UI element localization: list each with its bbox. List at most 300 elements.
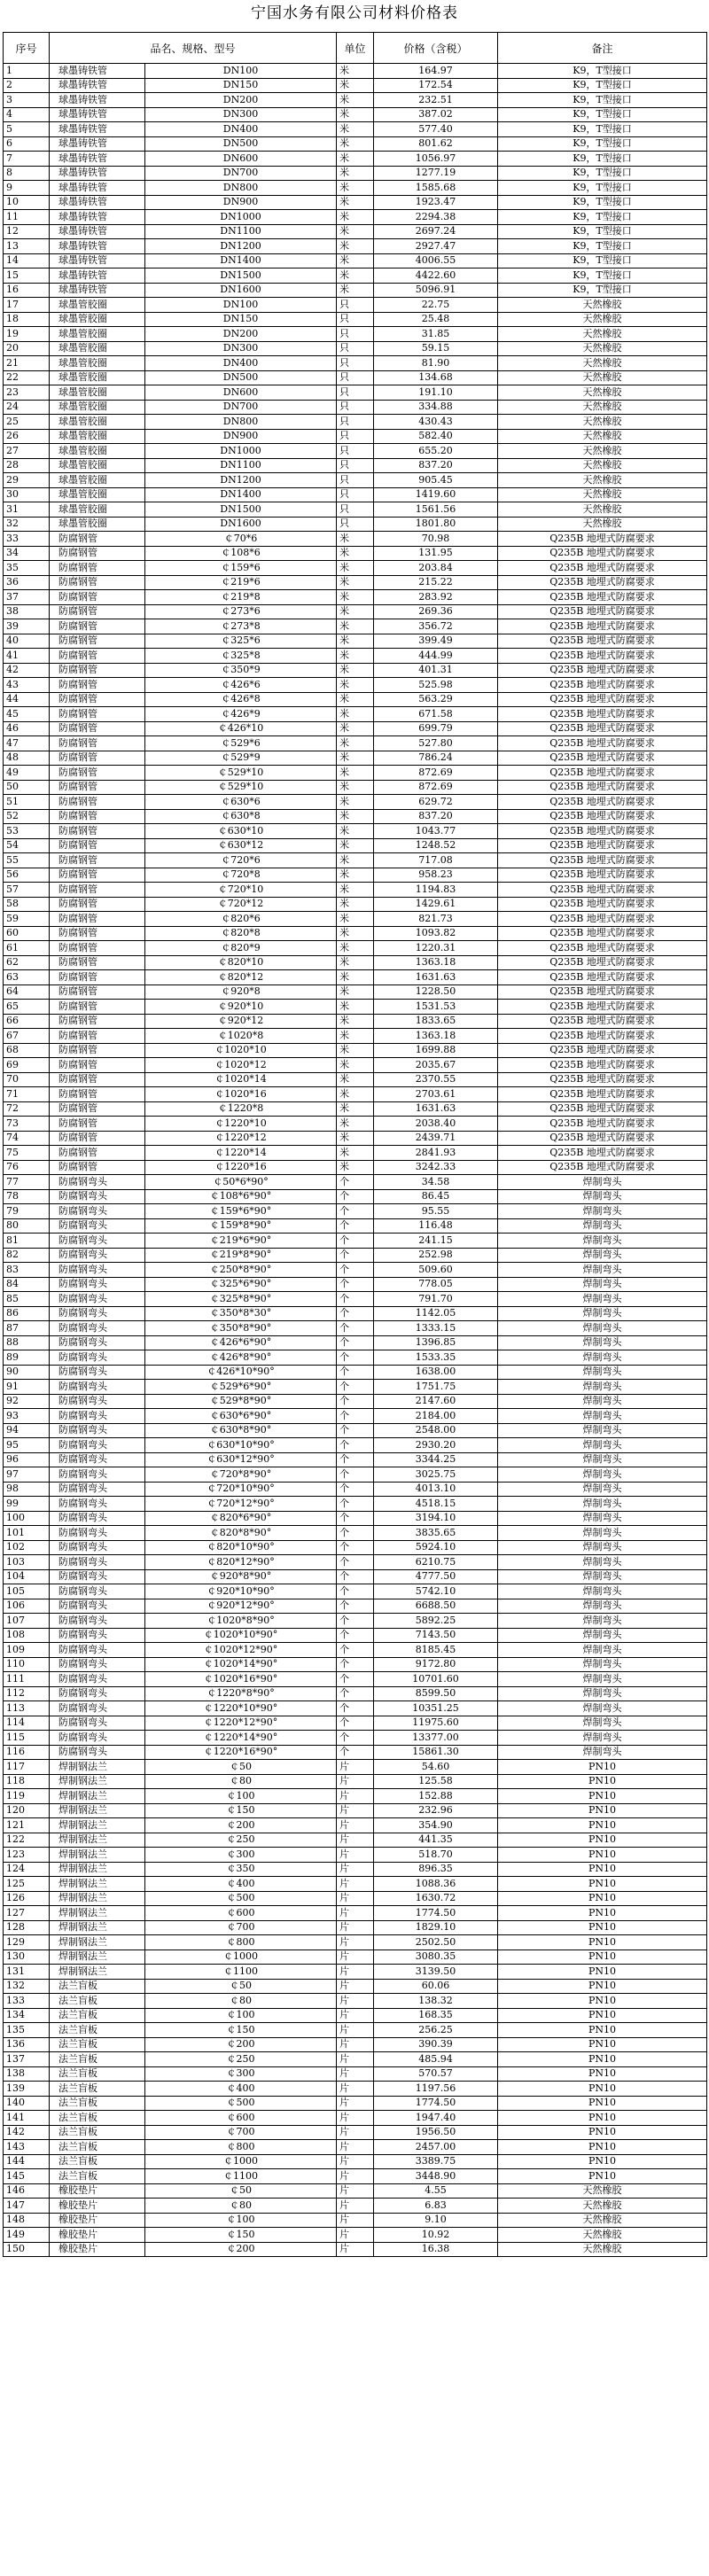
cell-spec: ￠150 xyxy=(145,2023,337,2038)
cell-name: 防腐钢弯头 xyxy=(50,1599,145,1614)
cell-spec: ￠1020*16 xyxy=(145,1087,337,1102)
cell-name: 球墨铸铁管 xyxy=(50,268,145,284)
cell-spec: ￠820*10*90° xyxy=(145,1540,337,1555)
cell-price: 2184.00 xyxy=(374,1409,498,1424)
cell-price: 4422.60 xyxy=(374,268,498,284)
cell-price: 232.51 xyxy=(374,93,498,108)
cell-name: 球墨管胶圈 xyxy=(50,312,145,327)
cell-unit: 米 xyxy=(337,692,374,707)
cell-price: 10.92 xyxy=(374,2228,498,2243)
cell-no: 38 xyxy=(4,604,50,619)
table-row xyxy=(4,1306,707,1321)
table-row xyxy=(4,1935,707,1950)
cell-spec: ￠630*6 xyxy=(145,795,337,810)
cell-name: 球墨铸铁管 xyxy=(50,107,145,122)
cell-spec: ￠1220*16*90° xyxy=(145,1745,337,1760)
cell-no: 125 xyxy=(4,1877,50,1892)
cell-unit: 米 xyxy=(337,181,374,196)
cell-unit: 片 xyxy=(337,1774,374,1789)
cell-unit: 个 xyxy=(337,1365,374,1380)
table-row xyxy=(4,941,707,956)
cell-note: K9，T型接口 xyxy=(498,107,707,122)
cell-note: Q235B 地埋式防腐要求 xyxy=(498,1117,707,1132)
cell-unit: 米 xyxy=(337,224,374,239)
cell-spec: DN1400 xyxy=(145,253,337,268)
cell-no: 2 xyxy=(4,78,50,93)
cell-name: 防腐钢弯头 xyxy=(50,1321,145,1336)
cell-unit: 个 xyxy=(337,1380,374,1395)
cell-name: 防腐钢管 xyxy=(50,692,145,707)
cell-price: 485.94 xyxy=(374,2052,498,2067)
cell-no: 101 xyxy=(4,1526,50,1541)
cell-no: 66 xyxy=(4,1014,50,1029)
cell-no: 85 xyxy=(4,1292,50,1307)
table-row xyxy=(4,2008,707,2023)
cell-no: 5 xyxy=(4,122,50,137)
cell-unit: 片 xyxy=(337,2154,374,2169)
cell-unit: 米 xyxy=(337,268,374,284)
cell-price: 1561.56 xyxy=(374,502,498,518)
cell-name: 防腐钢管 xyxy=(50,532,145,547)
cell-no: 143 xyxy=(4,2140,50,2155)
cell-name: 法兰盲板 xyxy=(50,2154,145,2169)
cell-price: 872.69 xyxy=(374,780,498,795)
table-row xyxy=(4,181,707,196)
cell-unit: 片 xyxy=(337,1965,374,1980)
cell-price: 1363.18 xyxy=(374,1029,498,1044)
cell-spec: ￠159*8*90° xyxy=(145,1218,337,1234)
cell-spec: ￠1100 xyxy=(145,2169,337,2184)
cell-spec: ￠50 xyxy=(145,1760,337,1775)
cell-name: 球墨管胶圈 xyxy=(50,385,145,401)
cell-no: 88 xyxy=(4,1335,50,1350)
cell-name: 防腐钢弯头 xyxy=(50,1569,145,1584)
cell-unit: 只 xyxy=(337,517,374,532)
cell-price: 1333.15 xyxy=(374,1321,498,1336)
cell-unit: 个 xyxy=(337,1234,374,1249)
table-row xyxy=(4,1248,707,1263)
cell-spec: ￠920*8 xyxy=(145,984,337,1000)
cell-spec: ￠219*8 xyxy=(145,590,337,605)
cell-price: 1093.82 xyxy=(374,926,498,941)
cell-unit: 米 xyxy=(337,546,374,561)
cell-name: 防腐钢管 xyxy=(50,1043,145,1058)
cell-unit: 片 xyxy=(337,2213,374,2228)
cell-no: 150 xyxy=(4,2242,50,2257)
cell-unit: 米 xyxy=(337,1131,374,1146)
cell-note: Q235B 地埋式防腐要求 xyxy=(498,912,707,927)
cell-unit: 米 xyxy=(337,853,374,868)
table-row xyxy=(4,1584,707,1599)
cell-price: 699.79 xyxy=(374,721,498,736)
cell-note: K9，T型接口 xyxy=(498,64,707,79)
cell-name: 焊制钢法兰 xyxy=(50,1935,145,1950)
cell-note: 天然橡胶 xyxy=(498,502,707,518)
cell-name: 焊制钢法兰 xyxy=(50,1833,145,1848)
cell-price: 2038.40 xyxy=(374,1117,498,1132)
cell-price: 3139.50 xyxy=(374,1965,498,1980)
cell-spec: ￠1000 xyxy=(145,2154,337,2169)
table-row xyxy=(4,721,707,736)
cell-unit: 米 xyxy=(337,152,374,167)
cell-name: 防腐钢管 xyxy=(50,634,145,649)
cell-name: 球墨铸铁管 xyxy=(50,152,145,167)
cell-unit: 片 xyxy=(337,2082,374,2097)
cell-price: 1363.18 xyxy=(374,955,498,970)
cell-name: 球墨管胶圈 xyxy=(50,429,145,444)
cell-unit: 片 xyxy=(337,2037,374,2052)
cell-no: 96 xyxy=(4,1452,50,1467)
cell-price: 441.35 xyxy=(374,1833,498,1848)
cell-unit: 个 xyxy=(337,1686,374,1701)
cell-price: 444.99 xyxy=(374,649,498,664)
cell-price: 232.96 xyxy=(374,1803,498,1818)
cell-spec: ￠150 xyxy=(145,1803,337,1818)
cell-note: Q235B 地埋式防腐要求 xyxy=(498,868,707,883)
cell-note: Q235B 地埋式防腐要求 xyxy=(498,1131,707,1146)
cell-unit: 米 xyxy=(337,93,374,108)
table-row xyxy=(4,2228,707,2243)
cell-note: 焊制弯头 xyxy=(498,1555,707,1570)
cell-unit: 个 xyxy=(337,1204,374,1219)
cell-note: 焊制弯头 xyxy=(498,1526,707,1541)
cell-spec: ￠1220*10 xyxy=(145,1117,337,1132)
cell-note: 焊制弯头 xyxy=(498,1452,707,1467)
cell-no: 25 xyxy=(4,415,50,430)
cell-price: 401.31 xyxy=(374,663,498,678)
table-row xyxy=(4,1672,707,1687)
cell-name: 防腐钢管 xyxy=(50,868,145,883)
cell-no: 100 xyxy=(4,1511,50,1526)
cell-unit: 个 xyxy=(337,1277,374,1292)
cell-name: 法兰盲板 xyxy=(50,2111,145,2126)
cell-unit: 个 xyxy=(337,1292,374,1307)
cell-name: 球墨铸铁管 xyxy=(50,210,145,225)
cell-spec: ￠426*10 xyxy=(145,721,337,736)
cell-note: PN10 xyxy=(498,2082,707,2097)
header-row xyxy=(4,33,707,64)
cell-note: 焊制弯头 xyxy=(498,1263,707,1278)
cell-unit: 片 xyxy=(337,1862,374,1877)
cell-spec: DN700 xyxy=(145,400,337,415)
cell-spec: ￠1100 xyxy=(145,1965,337,1980)
cell-name: 球墨铸铁管 xyxy=(50,239,145,254)
cell-note: Q235B 地埋式防腐要求 xyxy=(498,809,707,824)
cell-unit: 米 xyxy=(337,1146,374,1161)
cell-spec: ￠529*8*90° xyxy=(145,1394,337,1409)
cell-price: 3389.75 xyxy=(374,2154,498,2169)
cell-unit: 米 xyxy=(337,590,374,605)
cell-name: 焊制钢法兰 xyxy=(50,1803,145,1818)
table-row xyxy=(4,736,707,751)
cell-no: 136 xyxy=(4,2037,50,2052)
cell-note: 焊制弯头 xyxy=(498,1482,707,1497)
cell-unit: 个 xyxy=(337,1438,374,1453)
cell-no: 124 xyxy=(4,1862,50,1877)
cell-price: 191.10 xyxy=(374,385,498,401)
cell-price: 1088.36 xyxy=(374,1877,498,1892)
cell-no: 86 xyxy=(4,1306,50,1321)
cell-unit: 个 xyxy=(337,1263,374,1278)
cell-spec: ￠80 xyxy=(145,1774,337,1789)
cell-note: Q235B 地埋式防腐要求 xyxy=(498,1072,707,1087)
cell-note: K9，T型接口 xyxy=(498,239,707,254)
cell-note: Q235B 地埋式防腐要求 xyxy=(498,1014,707,1029)
cell-note: PN10 xyxy=(498,2111,707,2126)
cell-name: 防腐钢弯头 xyxy=(50,1263,145,1278)
cell-unit: 个 xyxy=(337,1497,374,1512)
cell-spec: ￠108*6 xyxy=(145,546,337,561)
table-row xyxy=(4,1189,707,1204)
cell-no: 7 xyxy=(4,152,50,167)
table-row xyxy=(4,1774,707,1789)
table-row xyxy=(4,1204,707,1219)
cell-no: 3 xyxy=(4,93,50,108)
cell-name: 法兰盲板 xyxy=(50,2023,145,2038)
cell-note: 焊制弯头 xyxy=(498,1204,707,1219)
cell-price: 16.38 xyxy=(374,2242,498,2257)
table-row xyxy=(4,883,707,898)
cell-price: 958.23 xyxy=(374,868,498,883)
cell-name: 防腐钢管 xyxy=(50,1058,145,1073)
cell-note: 焊制弯头 xyxy=(498,1643,707,1658)
cell-no: 64 xyxy=(4,984,50,1000)
cell-spec: ￠200 xyxy=(145,1818,337,1833)
cell-name: 防腐钢弯头 xyxy=(50,1306,145,1321)
cell-unit: 片 xyxy=(337,1994,374,2009)
table-row xyxy=(4,268,707,284)
cell-no: 57 xyxy=(4,883,50,898)
cell-note: 天然橡胶 xyxy=(498,429,707,444)
cell-price: 25.48 xyxy=(374,312,498,327)
table-row xyxy=(4,239,707,254)
cell-unit: 个 xyxy=(337,1452,374,1467)
cell-name: 橡胶垫片 xyxy=(50,2228,145,2243)
cell-spec: ￠920*8*90° xyxy=(145,1569,337,1584)
cell-unit: 片 xyxy=(337,1833,374,1848)
cell-note: PN10 xyxy=(498,2066,707,2082)
cell-unit: 个 xyxy=(337,1584,374,1599)
cell-note: 天然橡胶 xyxy=(498,2213,707,2228)
cell-note: 焊制弯头 xyxy=(498,1350,707,1366)
cell-note: Q235B 地埋式防腐要求 xyxy=(498,1058,707,1073)
cell-price: 577.40 xyxy=(374,122,498,137)
cell-note: PN10 xyxy=(498,1891,707,1906)
cell-unit: 米 xyxy=(337,604,374,619)
cell-unit: 米 xyxy=(337,868,374,883)
cell-note: 焊制弯头 xyxy=(498,1584,707,1599)
cell-no: 49 xyxy=(4,766,50,781)
cell-name: 球墨管胶圈 xyxy=(50,517,145,532)
cell-spec: ￠80 xyxy=(145,2199,337,2214)
cell-name: 防腐钢管 xyxy=(50,984,145,1000)
cell-price: 31.85 xyxy=(374,327,498,342)
cell-no: 146 xyxy=(4,2183,50,2199)
cell-note: 天然橡胶 xyxy=(498,458,707,473)
cell-no: 17 xyxy=(4,298,50,313)
table-row xyxy=(4,327,707,342)
cell-spec: ￠1220*8*90° xyxy=(145,1686,337,1701)
cell-note: Q235B 地埋式防腐要求 xyxy=(498,575,707,590)
cell-unit: 个 xyxy=(337,1175,374,1190)
cell-no: 141 xyxy=(4,2111,50,2126)
cell-note: PN10 xyxy=(498,2169,707,2184)
header-note: 备注 xyxy=(498,33,707,64)
cell-spec: ￠325*8*90° xyxy=(145,1292,337,1307)
cell-spec: ￠700 xyxy=(145,2125,337,2140)
cell-unit: 个 xyxy=(337,1482,374,1497)
cell-name: 球墨管胶圈 xyxy=(50,341,145,356)
cell-price: 1947.40 xyxy=(374,2111,498,2126)
table-row xyxy=(4,1101,707,1117)
cell-name: 防腐钢弯头 xyxy=(50,1731,145,1746)
cell-name: 焊制钢法兰 xyxy=(50,1891,145,1906)
cell-unit: 片 xyxy=(337,2066,374,2082)
cell-price: 283.92 xyxy=(374,590,498,605)
table-row xyxy=(4,1452,707,1467)
table-row xyxy=(4,487,707,502)
cell-no: 129 xyxy=(4,1935,50,1950)
cell-unit: 米 xyxy=(337,78,374,93)
table-row xyxy=(4,1117,707,1132)
cell-unit: 片 xyxy=(337,2125,374,2140)
cell-unit: 米 xyxy=(337,721,374,736)
cell-note: 焊制弯头 xyxy=(498,1731,707,1746)
cell-name: 防腐钢管 xyxy=(50,619,145,634)
cell-spec: ￠1020*12*90° xyxy=(145,1643,337,1658)
cell-name: 防腐钢弯头 xyxy=(50,1204,145,1219)
cell-price: 5924.10 xyxy=(374,1540,498,1555)
cell-price: 2147.60 xyxy=(374,1394,498,1409)
table-row xyxy=(4,1000,707,1015)
cell-name: 焊制钢法兰 xyxy=(50,1877,145,1892)
cell-no: 13 xyxy=(4,239,50,254)
cell-price: 8599.50 xyxy=(374,1686,498,1701)
cell-note: Q235B 地埋式防腐要求 xyxy=(498,1029,707,1044)
cell-name: 法兰盲板 xyxy=(50,2082,145,2097)
cell-price: 527.80 xyxy=(374,736,498,751)
cell-no: 65 xyxy=(4,1000,50,1015)
cell-unit: 米 xyxy=(337,838,374,853)
cell-spec: ￠200 xyxy=(145,2242,337,2257)
cell-no: 93 xyxy=(4,1409,50,1424)
cell-note: Q235B 地埋式防腐要求 xyxy=(498,634,707,649)
cell-spec: ￠350 xyxy=(145,1862,337,1877)
cell-name: 防腐钢管 xyxy=(50,736,145,751)
cell-no: 122 xyxy=(4,1833,50,1848)
cell-spec: ￠219*6*90° xyxy=(145,1234,337,1249)
table-row xyxy=(4,93,707,108)
cell-price: 1829.10 xyxy=(374,1920,498,1935)
cell-no: 24 xyxy=(4,400,50,415)
cell-price: 334.88 xyxy=(374,400,498,415)
table-row xyxy=(4,575,707,590)
cell-note: 焊制弯头 xyxy=(498,1716,707,1731)
cell-name: 球墨管胶圈 xyxy=(50,502,145,518)
cell-unit: 只 xyxy=(337,502,374,518)
cell-spec: DN100 xyxy=(145,298,337,313)
cell-unit: 只 xyxy=(337,458,374,473)
cell-spec: ￠350*8*30° xyxy=(145,1306,337,1321)
cell-name: 防腐钢弯头 xyxy=(50,1292,145,1307)
cell-note: Q235B 地埋式防腐要求 xyxy=(498,546,707,561)
cell-no: 95 xyxy=(4,1438,50,1453)
cell-name: 防腐钢管 xyxy=(50,561,145,576)
cell-note: K9，T型接口 xyxy=(498,195,707,210)
cell-price: 1277.19 xyxy=(374,166,498,181)
cell-no: 30 xyxy=(4,487,50,502)
cell-spec: ￠80 xyxy=(145,1994,337,2009)
cell-price: 215.22 xyxy=(374,575,498,590)
table-row xyxy=(4,2183,707,2199)
cell-name: 防腐钢弯头 xyxy=(50,1452,145,1467)
cell-note: 焊制弯头 xyxy=(498,1365,707,1380)
cell-note: K9，T型接口 xyxy=(498,136,707,152)
cell-no: 69 xyxy=(4,1058,50,1073)
cell-name: 防腐钢弯头 xyxy=(50,1701,145,1716)
cell-spec: ￠820*8*90° xyxy=(145,1526,337,1541)
cell-note: Q235B 地埋式防腐要求 xyxy=(498,970,707,985)
cell-note: K9，T型接口 xyxy=(498,93,707,108)
cell-spec: ￠350*9 xyxy=(145,663,337,678)
cell-price: 1056.97 xyxy=(374,152,498,167)
cell-no: 33 xyxy=(4,532,50,547)
cell-no: 84 xyxy=(4,1277,50,1292)
cell-price: 4006.55 xyxy=(374,253,498,268)
cell-note: PN10 xyxy=(498,1920,707,1935)
cell-spec: ￠920*12 xyxy=(145,1014,337,1029)
cell-unit: 只 xyxy=(337,400,374,415)
table-row xyxy=(4,1994,707,2009)
cell-spec: DN600 xyxy=(145,152,337,167)
cell-spec: DN1600 xyxy=(145,517,337,532)
cell-name: 防腐钢弯头 xyxy=(50,1248,145,1263)
cell-name: 焊制钢法兰 xyxy=(50,1848,145,1863)
cell-name: 防腐钢弯头 xyxy=(50,1497,145,1512)
cell-spec: ￠529*6 xyxy=(145,736,337,751)
table-row xyxy=(4,1686,707,1701)
cell-unit: 片 xyxy=(337,2023,374,2038)
header-no: 序号 xyxy=(4,33,50,64)
cell-no: 55 xyxy=(4,853,50,868)
cell-no: 148 xyxy=(4,2213,50,2228)
cell-note: Q235B 地埋式防腐要求 xyxy=(498,941,707,956)
cell-no: 78 xyxy=(4,1189,50,1204)
table-row xyxy=(4,502,707,518)
cell-note: PN10 xyxy=(498,2037,707,2052)
table-row xyxy=(4,1745,707,1760)
cell-unit: 只 xyxy=(337,473,374,488)
cell-name: 防腐钢弯头 xyxy=(50,1482,145,1497)
cell-unit: 个 xyxy=(337,1540,374,1555)
cell-name: 球墨铸铁管 xyxy=(50,122,145,137)
cell-name: 防腐钢管 xyxy=(50,897,145,912)
cell-note: 天然橡胶 xyxy=(498,341,707,356)
cell-unit: 个 xyxy=(337,1409,374,1424)
cell-price: 70.98 xyxy=(374,532,498,547)
cell-note: Q235B 地埋式防腐要求 xyxy=(498,604,707,619)
cell-unit: 米 xyxy=(337,239,374,254)
cell-note: 天然橡胶 xyxy=(498,444,707,459)
table-row xyxy=(4,122,707,137)
cell-note: PN10 xyxy=(498,1862,707,1877)
cell-price: 2457.00 xyxy=(374,2140,498,2155)
cell-unit: 米 xyxy=(337,634,374,649)
cell-spec: ￠100 xyxy=(145,1789,337,1804)
table-row xyxy=(4,1760,707,1775)
cell-price: 8185.45 xyxy=(374,1643,498,1658)
cell-unit: 米 xyxy=(337,195,374,210)
